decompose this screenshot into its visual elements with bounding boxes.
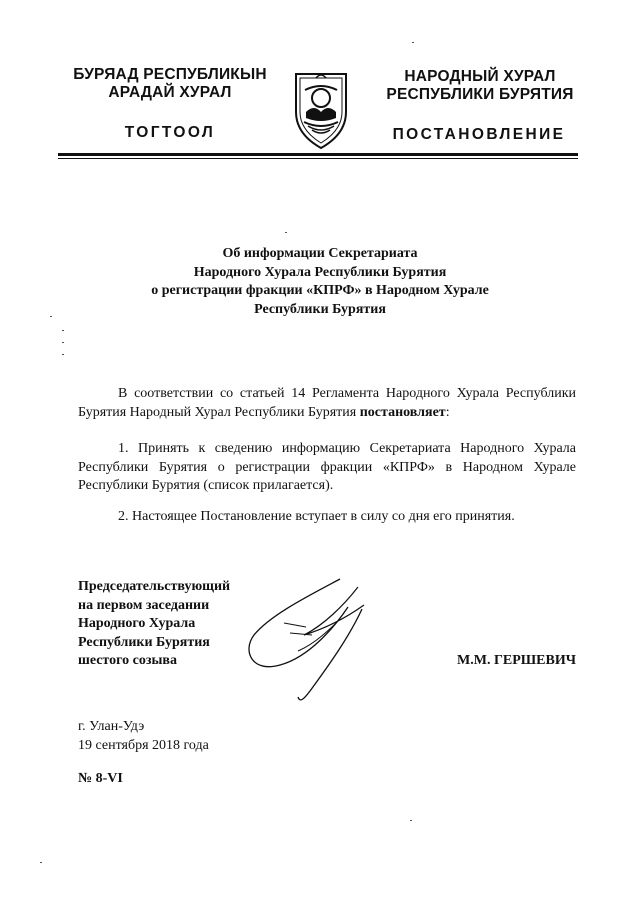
title-line2: Народного Хурала Республики Бурятия [193, 264, 447, 280]
signatory-line2: на первом заседании [78, 597, 210, 613]
document-number: № 8-VI [78, 771, 123, 786]
scan-speck [412, 42, 414, 43]
city: г. Улан-Удэ [78, 719, 145, 734]
header-rule-thick [58, 153, 578, 156]
item-2-paragraph: 2. Настоящее Постановление вступает в силу со дня его принятия. [118, 509, 515, 524]
title-line4: Республики Бурятия [254, 301, 386, 317]
intro-text: В соответствии со статьей 14 Регламента Народного Хурала Республики Бурятия Народный Хурал Республики Бурятия [78, 386, 576, 420]
date: 19 сентября 2018 года [78, 737, 209, 753]
scan-speck [285, 232, 287, 233]
signatory-name: М.М. ГЕРШЕВИЧ [457, 653, 576, 668]
intro-paragraph [78, 385, 576, 422]
title-line3: о регистрации фракции «КПРФ» в Народном Хурале [151, 283, 489, 298]
item-1-paragraph: 1. Принять к сведению информацию Секретариата Народного Хурала Республики Бурятия о регистрации фракции «КПРФ» в Народном Хурале Республики Бурятия (список прилагается). [78, 441, 576, 493]
title-line1: Об информации Секретариата [222, 246, 418, 261]
scan-speck [40, 862, 42, 863]
scan-speck [410, 820, 412, 821]
place-date [78, 718, 328, 755]
header-right-line1: НАРОДНЫЙ ХУРАЛ [404, 68, 556, 85]
signatory-line3: Народного Хурала [78, 616, 196, 631]
header-rule-thin [58, 158, 578, 159]
intro-end: : [445, 404, 450, 420]
margin-mark [50, 316, 52, 317]
header-left-line2: АРАДАЙ ХУРАЛ [108, 84, 232, 101]
signatory-line5: шестого созыва [78, 653, 177, 668]
header-left-doc-type: ТОГТООЛ [124, 124, 216, 141]
signatory-line4: Республики Бурятия [78, 634, 210, 650]
intro-verb: постановляет [359, 404, 446, 420]
margin-mark [62, 354, 64, 355]
coat-of-arms-icon [292, 68, 350, 152]
margin-mark [62, 330, 64, 331]
header-right-doc-type: ПОСТАНОВЛЕНИЕ [392, 126, 566, 143]
margin-mark [62, 342, 64, 343]
header-right-org [370, 68, 590, 104]
header-left-org [60, 66, 280, 102]
header-left-line1: БУРЯАД РЕСПУБЛИКЫН [73, 66, 267, 83]
handwritten-signature [240, 565, 380, 705]
document-title [60, 245, 580, 319]
header-right-line2: РЕСПУБЛИКИ БУРЯТИЯ [386, 86, 574, 103]
signatory-line1: Председательствующий [78, 579, 231, 594]
